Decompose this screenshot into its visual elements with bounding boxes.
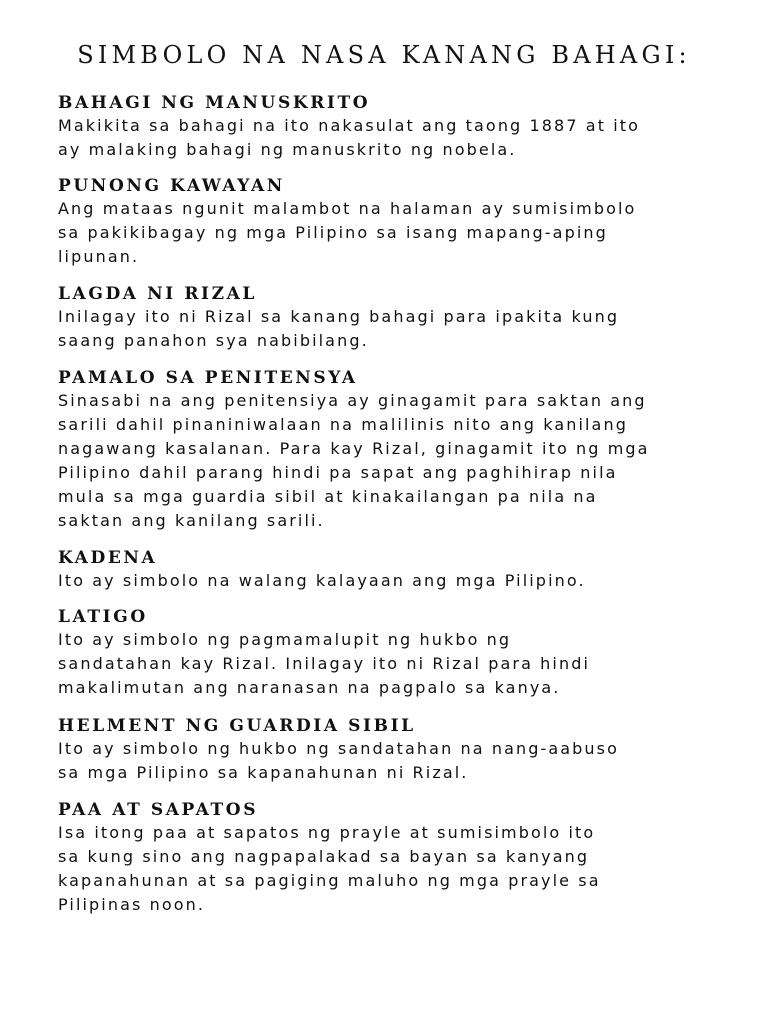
- section-lagda-ni-rizal: [58, 283, 710, 353]
- section-pamalo-sa-penitensya: [58, 367, 710, 533]
- section-heading: KADENA: [58, 548, 158, 568]
- section-body: Makikita sa bahagi na ito nakasulat ang taong 1887 at ito ay malaking bahagi ng manuskrito ng nobela.: [58, 116, 641, 159]
- section-heading: PAA AT SAPATOS: [58, 800, 259, 820]
- section-latigo: [58, 606, 710, 700]
- section-body: Inilagay ito ni Rizal sa kanang bahagi para ipakita kung saang panahon sya nabibilang.: [58, 307, 620, 350]
- section-heading: PAMALO SA PENITENSYA: [58, 368, 358, 388]
- section-paa-at-sapatos: [58, 799, 710, 917]
- page-title: SIMBOLO NA NASA KANANG BAHAGI:: [77, 41, 691, 69]
- section-body: Isa itong paa at sapatos ng prayle at sumisimbolo ito sa kung sino ang nagpapalakad sa bayan sa kanyang kapanahunan at sa pagiging maluho ng mga prayle sa Pilipinas noon.: [58, 823, 601, 914]
- section-body: Ito ay simbolo na walang kalayaan ang mga Pilipino.: [58, 571, 586, 590]
- section-body: Ito ay simbolo ng hukbo ng sandatahan na nang-aabuso sa mga Pilipino sa kapanahunan ni Rizal.: [58, 739, 619, 782]
- section-kadena: [58, 547, 710, 593]
- section-heading: LAGDA NI RIZAL: [58, 284, 257, 304]
- section-helment-ng-guardia-sibil: [58, 715, 710, 785]
- section-body: Ito ay simbolo ng pagmamalupit ng hukbo ng sandatahan kay Rizal. Inilagay ito ni Rizal para hindi makalimutan ang naranasan na pagpalo sa kanya.: [58, 630, 591, 697]
- section-heading: LATIGO: [58, 607, 148, 627]
- section-bahagi-ng-manuskrito: [58, 92, 710, 162]
- section-heading: PUNONG KAWAYAN: [58, 176, 285, 196]
- section-punong-kawayan: [58, 175, 710, 269]
- section-body: Sinasabi na ang penitensiya ay ginagamit para saktan ang sarili dahil pinaniniwalaan na malilinis nito ang kanilang nagawang kasalanan. Para kay Rizal, ginagamit ito ng mga Pilipino dahil parang hindi pa sapat ang paghihirap nila mula sa mga guardia sibil at kinakailangan pa nila na saktan ang kanilang sarili.: [58, 391, 650, 530]
- section-heading: HELMENT NG GUARDIA SIBIL: [58, 716, 416, 736]
- section-heading: BAHAGI NG MANUSKRITO: [58, 93, 371, 113]
- section-body: Ang mataas ngunit malambot na halaman ay sumisimbolo sa pakikibagay ng mga Pilipino sa isang mapang-aping lipunan.: [58, 199, 637, 266]
